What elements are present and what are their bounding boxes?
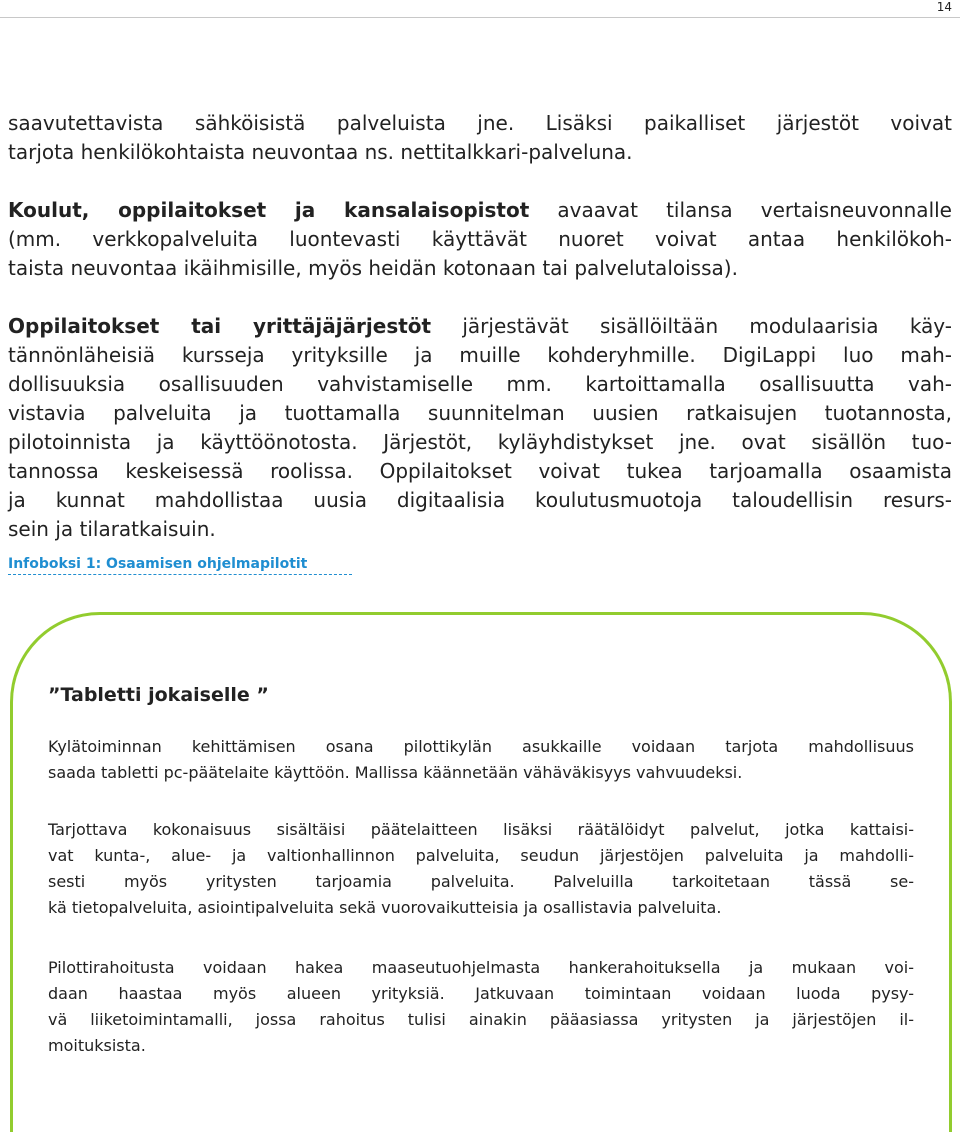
bold-lead: Koulut, oppilaitokset ja kansalaisopistot bbox=[8, 198, 530, 222]
text-line: vä liiketoimintamalli, jossa rahoitus tulisi ainakin pääasiassa yritysten ja järjestöjen il- bbox=[48, 1010, 914, 1029]
infobox-paragraph bbox=[48, 817, 914, 921]
text-line: vistavia palveluita ja tuottamalla suunnitelman uusien ratkaisujen tuotannosta, bbox=[8, 401, 952, 425]
text-line: ja kunnat mahdollistaa uusia digitaalisia koulutusmuotoja taloudellisin resurs- bbox=[8, 488, 952, 512]
text-line: Kylätoiminnan kehittämisen osana pilottikylän asukkaille voidaan tarjota mahdollisuus bbox=[48, 737, 914, 756]
text-line: Tarjottava kokonaisuus sisältäisi päätelaitteen lisäksi räätälöidyt palvelut, jotka kattaisi- bbox=[48, 820, 914, 839]
body-paragraph bbox=[8, 196, 952, 283]
text-line: dollisuuksia osallisuuden vahvistamiselle mm. kartoittamalla osallisuutta vah- bbox=[8, 372, 952, 396]
page-number: 14 bbox=[936, 0, 952, 14]
body-paragraph bbox=[8, 312, 952, 544]
infobox-paragraph bbox=[48, 734, 914, 786]
text-line: moituksista. bbox=[48, 1036, 146, 1055]
infobox-paragraph bbox=[48, 955, 914, 1059]
text-line: pilotoinnista ja käyttöönotosta. Järjestöt, kyläyhdistykset jne. ovat sisällön tuo- bbox=[8, 430, 952, 454]
body-paragraph bbox=[8, 109, 952, 167]
text-line: Pilottirahoitusta voidaan hakea maaseutuohjelmasta hankerahoituksella ja mukaan voi- bbox=[48, 958, 914, 977]
text-line: kä tietopalveluita, asiointipalveluita sekä vuorovaikutteisia ja osallistavia palveluita. bbox=[48, 898, 722, 917]
text-line bbox=[8, 312, 952, 341]
header-rule bbox=[0, 17, 960, 18]
text-span: järjestävät sisällöiltään modulaarisia käy- bbox=[431, 314, 953, 338]
caption-underline bbox=[8, 574, 352, 575]
text-span: avaavat tilansa vertaisneuvonnalle bbox=[529, 198, 952, 222]
text-line: tännönläheisiä kursseja yrityksille ja muille kohderyhmille. DigiLappi luo mah- bbox=[8, 343, 952, 367]
infobox-caption: Infoboksi 1: Osaamisen ohjelmapilotit bbox=[8, 556, 308, 572]
text-line: taista neuvontaa ikäihmisille, myös heidän kotonaan tai palvelutaloissa). bbox=[8, 256, 738, 280]
infobox-heading: ”Tabletti jokaiselle ” bbox=[48, 684, 269, 706]
text-line: daan haastaa myös alueen yrityksiä. Jatkuvaan toimintaan voidaan luoda pysy- bbox=[48, 984, 914, 1003]
text-line: saada tabletti pc-päätelaite käyttöön. Mallissa käännetään vähäväkisyys vahvuudeksi. bbox=[48, 763, 743, 782]
text-line: tarjota henkilökohtaista neuvontaa ns. nettitalkkari-palveluna. bbox=[8, 140, 633, 164]
text-line: vat kunta-, alue- ja valtionhallinnon palveluita, seudun järjestöjen palveluita ja mahdolli- bbox=[48, 846, 914, 865]
text-line bbox=[8, 196, 952, 225]
bold-lead: Oppilaitokset tai yrittäjäjärjestöt bbox=[8, 314, 432, 338]
text-line: (mm. verkkopalveluita luontevasti käyttävät nuoret voivat antaa henkilökoh- bbox=[8, 227, 952, 251]
text-line: sesti myös yritysten tarjoamia palveluita. Palveluilla tarkoitetaan tässä se- bbox=[48, 872, 914, 891]
text-line: tannossa keskeisessä roolissa. Oppilaitokset voivat tukea tarjoamalla osaamista bbox=[8, 459, 952, 483]
text-line: sein ja tilaratkaisuin. bbox=[8, 517, 216, 541]
text-line: saavutettavista sähköisistä palveluista jne. Lisäksi paikalliset järjestöt voivat bbox=[8, 111, 952, 135]
